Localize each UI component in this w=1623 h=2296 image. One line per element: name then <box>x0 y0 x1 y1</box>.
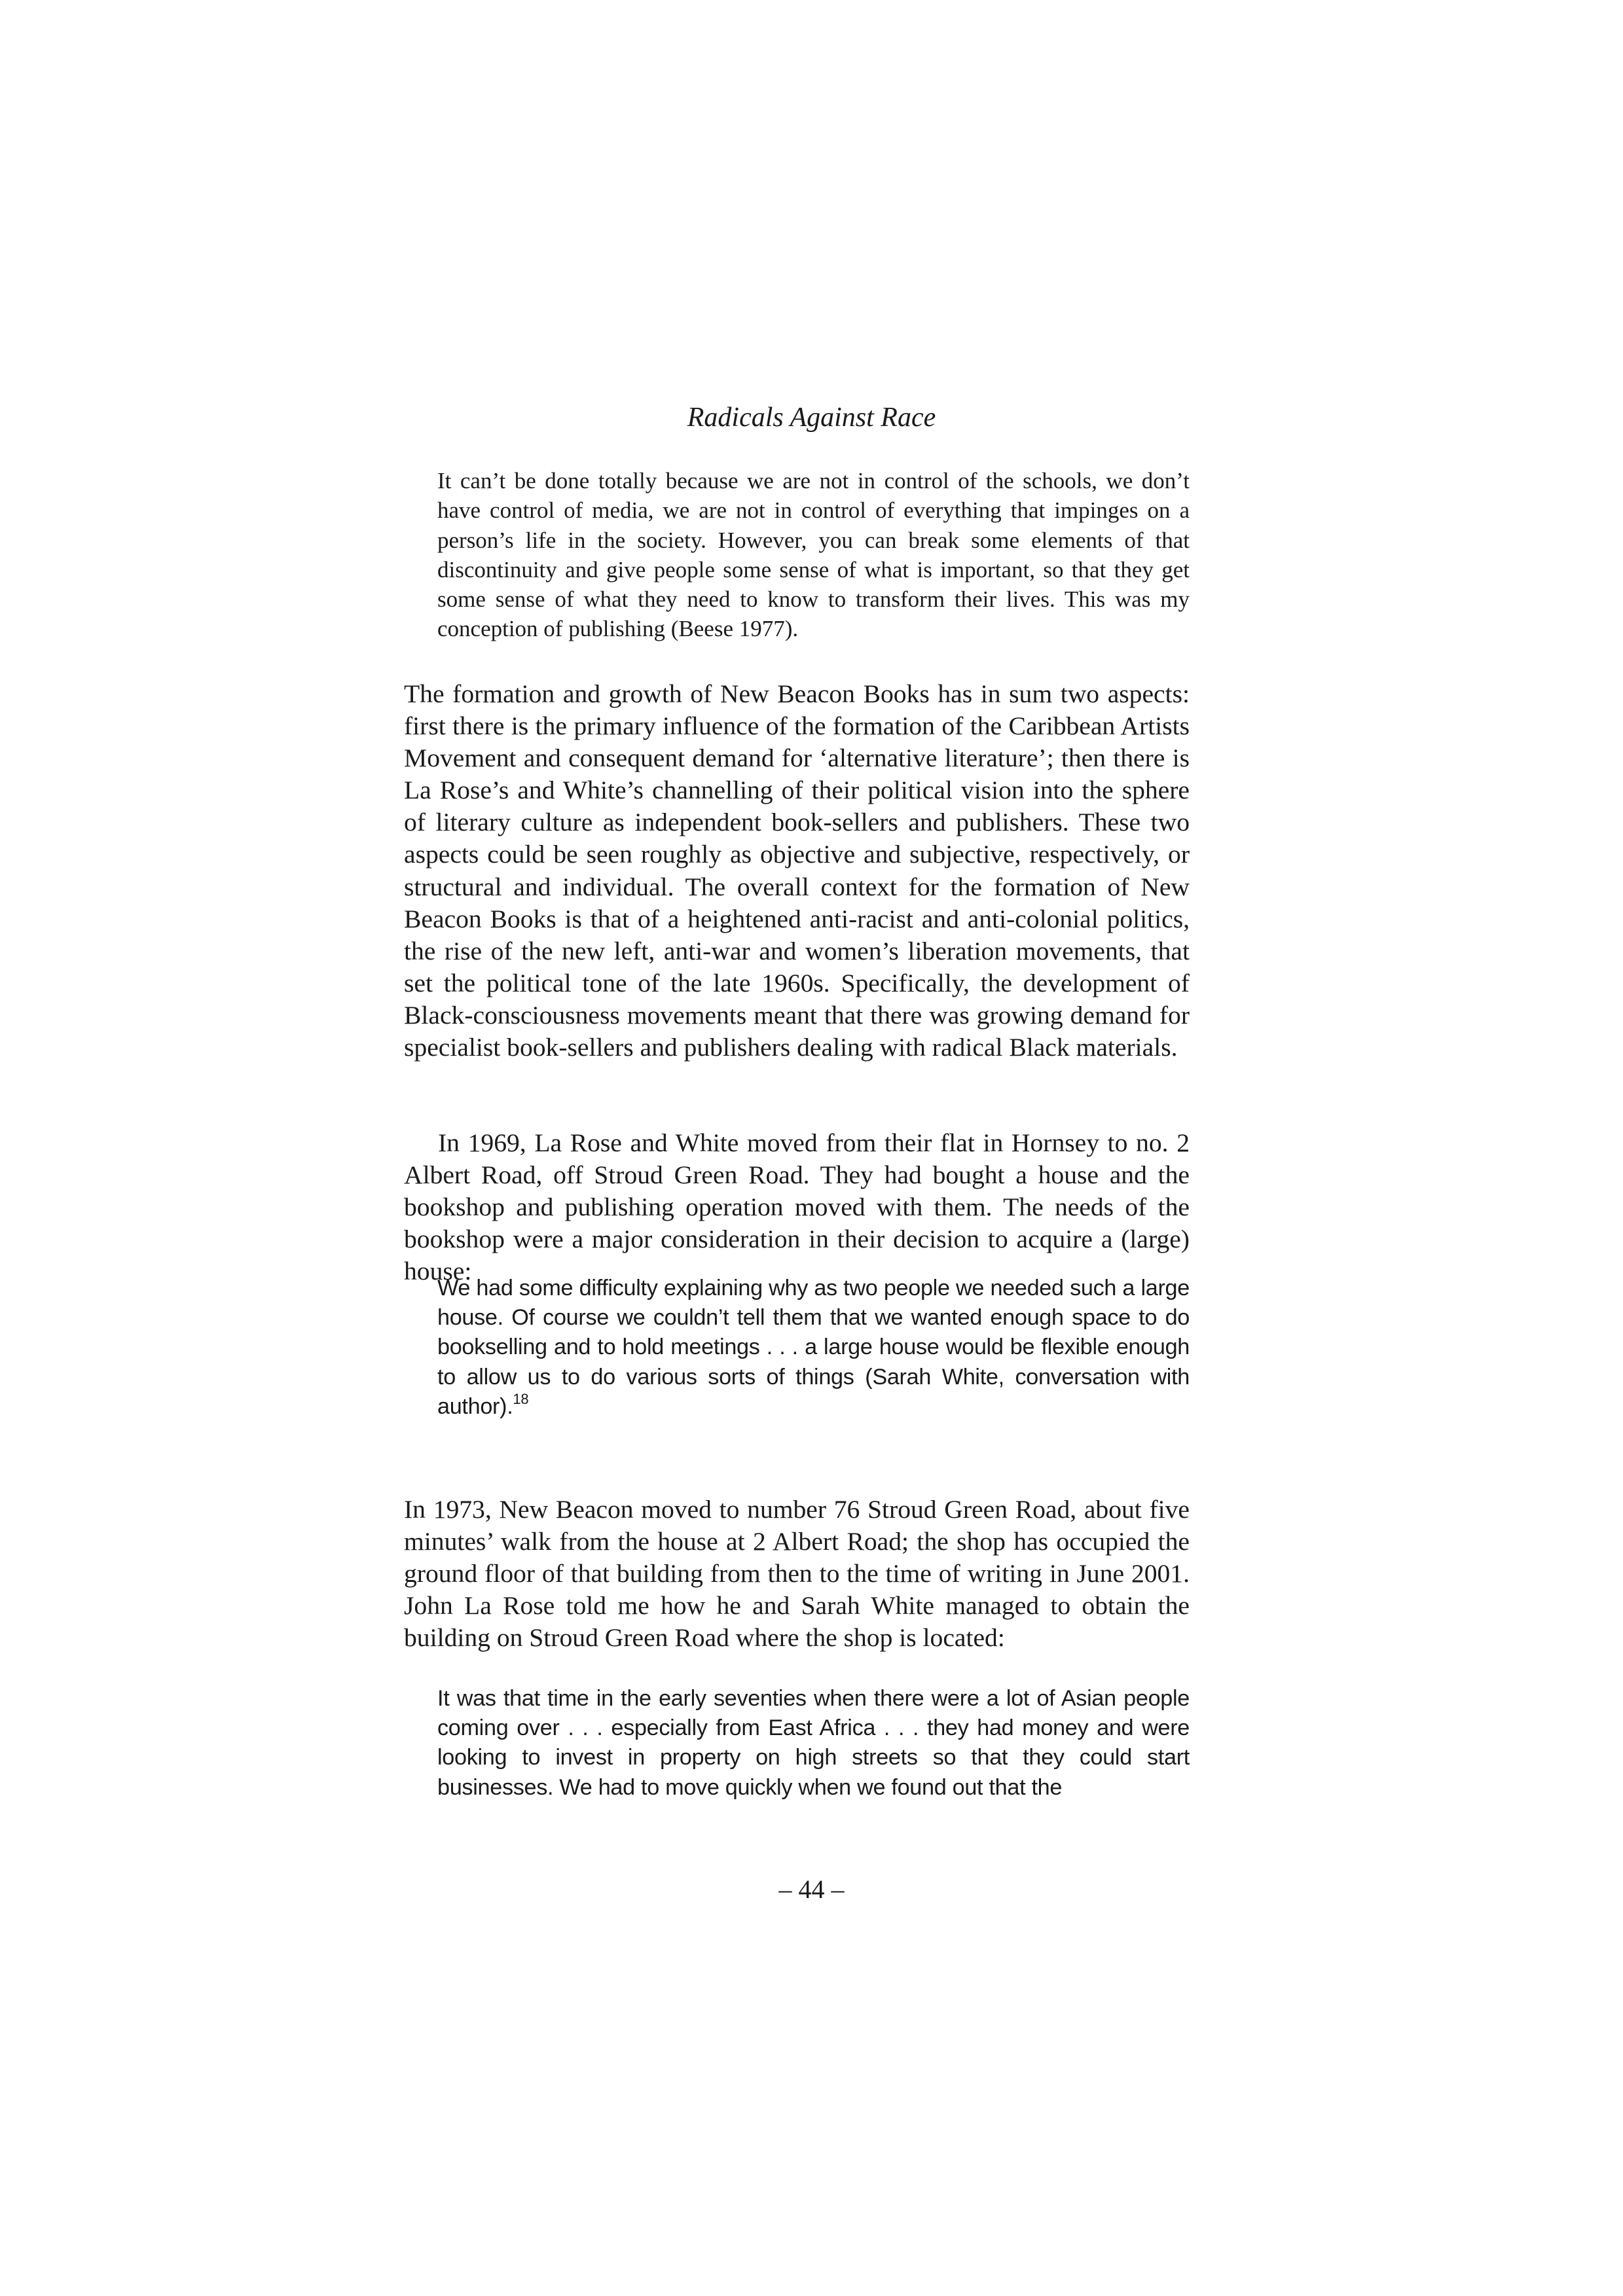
block-quote-la-rose <box>437 1684 1190 1803</box>
body-paragraph-stroud-green: In 1973, New Beacon moved to number 76 Stroud Green Road, about five minutes’ walk from the house at 2 Albert Road; the shop has occupied the ground floor of that building from then to the time of writing in June 2001. John La Rose told me how he and Sarah White managed to obtain the building on Stroud Green Road where the shop is located: <box>404 1495 1190 1653</box>
block-quote-sarah-white <box>437 1274 1190 1422</box>
body-paragraph-formation: The formation and growth of New Beacon Books has in sum two aspects: first there is the primary influence of the formation of the Caribbean Artists Movement and consequent demand for ‘alternative literature’; then there is La Rose’s and White’s channelling of their political vision into the sphere of literary culture as independent book-sellers and publishers. These two aspects could be seen roughly as objective and subjective, respectively, or structural and individual. The overall context for the formation of New Beacon Books is that of a heightened anti-racist and anti-colonial politics, the rise of the new left, anti-war and women’s liberation movements, that set the political tone of the late 1960s. Specifically, the development of Black-consciousness movements meant that there was growing demand for specialist book-sellers and publishers dealing with radical Black materials. <box>404 679 1190 1062</box>
page-number: – 44 – <box>778 1874 845 1904</box>
running-head: Radicals Against Race <box>687 403 936 433</box>
block-quote-text: We had some difficulty explaining why as two people we needed such a large house. Of course we couldn’t tell them that we wanted enough space to do bookselling and to hold meetings . . . a large house would be flexible enough to allow us to do various sorts of things (Sarah White, conversation with author). <box>437 1276 1190 1419</box>
block-quote-text: It was that time in the early seventies when there were a lot of Asian people coming over . . . especially from East Africa . . . they had money and were looking to invest in property on high streets so that they could start businesses. We had to move quickly when we found out that the <box>437 1686 1190 1800</box>
block-quote-beese <box>437 466 1190 644</box>
block-quote-text: It can’t be done totally because we are not in control of the schools, we don’t have control of media, we are not in control of everything that impinges on a person’s life in the society. However, you can break some elements of that discontinuity and give people some sense of what is important, so that they get some sense of what they need to know to transform their lives. This was my conception of publishing (Beese 1977). <box>437 468 1190 642</box>
footnote-reference: 18 <box>513 1391 529 1408</box>
body-paragraph-albert-road: In 1969, La Rose and White moved from their flat in Hornsey to no. 2 Albert Road, off Stroud Green Road. They had bought a house and the bookshop and publishing operation moved with them. The needs of the bookshop were a major consideration in their decision to acquire a (large) house: <box>404 1128 1190 1286</box>
